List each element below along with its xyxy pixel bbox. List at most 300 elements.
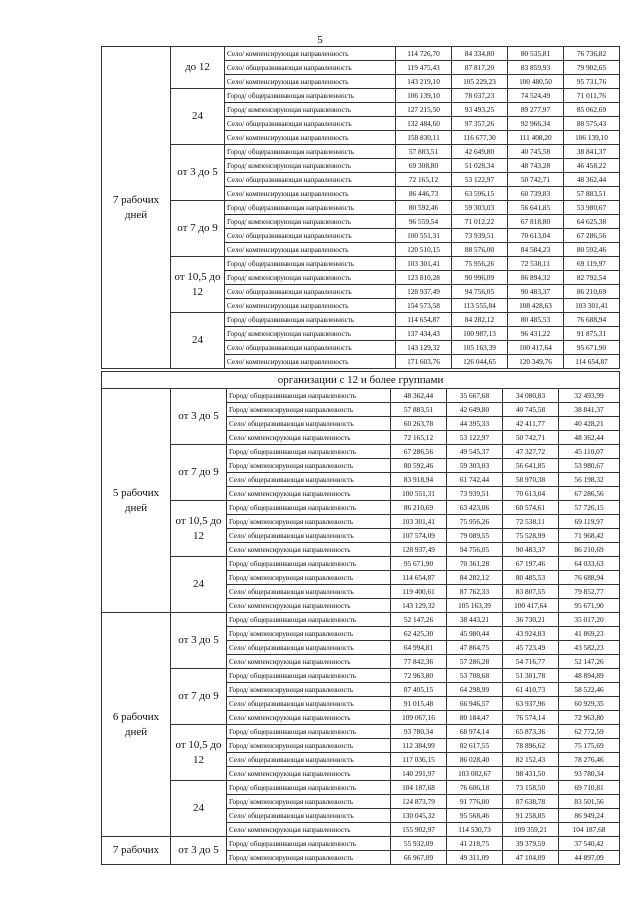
tariff-value: 61 410,73 — [503, 683, 559, 697]
tariff-value: 48 362,44 — [559, 431, 620, 445]
tariff-value: 56 641,85 — [508, 201, 564, 215]
tariff-value: 105 163,39 — [447, 599, 503, 613]
tariff-value: 107 574,09 — [391, 529, 447, 543]
tariff-value: 45 110,07 — [559, 445, 620, 459]
tariff-value: 83 807,55 — [503, 585, 559, 599]
category-label: Село/ компенсирующая направленность — [225, 187, 396, 201]
tariff-value: 90 483,37 — [503, 543, 559, 557]
tariff-value: 74 524,49 — [508, 89, 564, 103]
tariff-value: 57 286,28 — [447, 655, 503, 669]
tariff-value: 40 428,21 — [559, 417, 620, 431]
category-label: Город/ общеразвивающая направленность — [227, 389, 391, 403]
tariff-value: 87 817,20 — [452, 61, 508, 75]
table-row — [102, 781, 620, 795]
tariff-value: 62 772,59 — [559, 725, 620, 739]
category-label: Село/ общеразвивающая направленность — [225, 285, 396, 299]
tariff-value: 69 119,97 — [559, 515, 620, 529]
time-group-label: до 12 — [171, 47, 225, 89]
tariff-value: 78 276,46 — [559, 753, 620, 767]
tariff-table-top — [101, 46, 620, 369]
tariff-value: 35 667,68 — [447, 389, 503, 403]
tariff-value: 84 282,12 — [447, 571, 503, 585]
category-label: Город/ общеразвивающая направленность — [227, 669, 391, 683]
tariff-value: 42 649,80 — [452, 145, 508, 159]
tariff-value: 103 301,41 — [564, 299, 620, 313]
category-label: Город/ компенсирующая направленность — [227, 683, 391, 697]
tariff-value: 86 949,24 — [559, 809, 620, 823]
tariff-value: 100 417,64 — [503, 599, 559, 613]
tariff-value: 82 152,43 — [503, 753, 559, 767]
tariff-value: 70 613,04 — [508, 229, 564, 243]
tariff-value: 90 483,37 — [508, 285, 564, 299]
category-label: Село/ общеразвивающая направленность — [227, 697, 391, 711]
tariff-value: 114 726,70 — [396, 47, 452, 61]
tariff-value: 86 210,69 — [391, 501, 447, 515]
tariff-value: 103 301,41 — [396, 257, 452, 271]
table-row — [102, 445, 620, 459]
tariff-value: 38 443,21 — [447, 613, 503, 627]
tariff-value: 65 873,36 — [503, 725, 559, 739]
tariff-value: 57 883,51 — [396, 145, 452, 159]
tariff-value: 42 411,77 — [503, 417, 559, 431]
tariff-value: 103 082,67 — [447, 767, 503, 781]
tariff-value: 83 501,56 — [559, 795, 620, 809]
tariff-value: 171 603,76 — [396, 355, 452, 369]
tariff-value: 35 017,20 — [559, 613, 620, 627]
tariff-value: 45 980,44 — [447, 627, 503, 641]
category-label: Село/ компенсирующая направленность — [225, 131, 396, 145]
tariff-value: 55 932,09 — [391, 837, 447, 851]
tariff-value: 96 431,22 — [508, 327, 564, 341]
tariff-value: 72 165,12 — [396, 173, 452, 187]
tariff-value: 84 282,12 — [452, 313, 508, 327]
tariff-value: 84 584,23 — [508, 243, 564, 257]
tariff-value: 106 139,10 — [396, 89, 452, 103]
tariff-value: 100 551,31 — [391, 487, 447, 501]
tariff-value: 57 726,15 — [559, 501, 620, 515]
category-label: Город/ общеразвивающая направленность — [225, 257, 396, 271]
time-group-label: 24 — [171, 557, 227, 613]
tariff-value: 44 897,09 — [559, 851, 620, 865]
category-label: Село/ компенсирующая направленность — [227, 655, 391, 669]
tariff-value: 53 980,67 — [559, 459, 620, 473]
tariff-value: 106 139,10 — [564, 131, 620, 145]
time-group-label: 24 — [171, 781, 227, 837]
tariff-value: 140 291,97 — [391, 767, 447, 781]
table-row — [102, 837, 620, 851]
category-label: Город/ общеразвивающая направленность — [225, 145, 396, 159]
table-row — [102, 669, 620, 683]
time-group-label: от 7 до 9 — [171, 669, 227, 725]
tariff-value: 87 405,15 — [391, 683, 447, 697]
tariff-value: 70 361,28 — [447, 557, 503, 571]
category-label: Село/ общеразвивающая направленность — [225, 117, 396, 131]
tariff-value: 127 215,50 — [396, 103, 452, 117]
tariff-value: 70 613,04 — [503, 487, 559, 501]
tariff-value: 114 654,87 — [564, 355, 620, 369]
category-label: Село/ компенсирующая направленность — [225, 355, 396, 369]
tariff-value: 67 286,56 — [564, 229, 620, 243]
tariff-value: 83 918,94 — [391, 473, 447, 487]
tariff-value: 100 551,31 — [396, 229, 452, 243]
tariff-value: 130 045,32 — [391, 809, 447, 823]
tariff-value: 143 129,32 — [391, 599, 447, 613]
category-label: Село/ компенсирующая направленность — [227, 711, 391, 725]
tariff-value: 76 688,94 — [564, 313, 620, 327]
tariff-value: 69 119,97 — [564, 257, 620, 271]
tariff-value: 86 894,32 — [508, 271, 564, 285]
tariff-value: 109 359,21 — [503, 823, 559, 837]
tariff-value: 126 044,65 — [452, 355, 508, 369]
tariff-value: 76 574,14 — [503, 711, 559, 725]
category-label: Город/ компенсирующая направленность — [227, 795, 391, 809]
tariff-value: 80 184,47 — [447, 711, 503, 725]
category-label: Город/ компенсирующая направленность — [225, 271, 396, 285]
tariff-value: 64 994,81 — [391, 641, 447, 655]
tariff-value: 38 841,37 — [559, 403, 620, 417]
working-days-group: 7 рабочих — [102, 837, 171, 865]
tariff-value: 143 129,32 — [396, 341, 452, 355]
tariff-value: 45 723,49 — [503, 641, 559, 655]
tariff-value: 56 641,85 — [503, 459, 559, 473]
category-label: Город/ компенсирующая направленность — [225, 327, 396, 341]
tariff-value: 86 210,69 — [564, 285, 620, 299]
tariff-value: 84 334,80 — [452, 47, 508, 61]
tariff-value: 89 277,97 — [508, 103, 564, 117]
category-label: Город/ компенсирующая направленность — [227, 739, 391, 753]
tariff-value: 66 946,57 — [447, 697, 503, 711]
category-label: Село/ общеразвивающая направленность — [225, 61, 396, 75]
category-label: Село/ общеразвивающая направленность — [225, 229, 396, 243]
tariff-value: 40 745,58 — [503, 403, 559, 417]
tariff-value: 114 654,87 — [396, 313, 452, 327]
tariff-value: 123 810,28 — [396, 271, 452, 285]
tariff-value: 105 229,23 — [452, 75, 508, 89]
tariff-value: 54 716,77 — [503, 655, 559, 669]
category-label: Село/ компенсирующая направленность — [227, 431, 391, 445]
tariff-value: 143 219,10 — [396, 75, 452, 89]
tariff-value: 119 400,61 — [391, 585, 447, 599]
time-group-label: от 10,5 до 12 — [171, 257, 225, 313]
tariff-value: 120 349,76 — [508, 355, 564, 369]
tariff-value: 104 187,68 — [391, 781, 447, 795]
tariff-value: 137 434,43 — [396, 327, 452, 341]
tariff-value: 95 731,76 — [564, 75, 620, 89]
time-group-label: от 3 до 5 — [171, 613, 227, 669]
category-label: Город/ общеразвивающая направленность — [227, 557, 391, 571]
category-label: Город/ общеразвивающая направленность — [225, 201, 396, 215]
category-label: Село/ компенсирующая направленность — [227, 767, 391, 781]
tariff-value: 51 028,34 — [452, 159, 508, 173]
category-label: Село/ компенсирующая направленность — [225, 299, 396, 313]
category-label: Село/ общеразвивающая направленность — [225, 341, 396, 355]
tariff-value: 41 218,75 — [447, 837, 503, 851]
tariff-value: 91 875,31 — [564, 327, 620, 341]
category-label: Город/ компенсирующая направленность — [227, 459, 391, 473]
tariff-value: 53 980,67 — [564, 201, 620, 215]
tariff-value: 59 303,03 — [447, 459, 503, 473]
tariff-value: 47 104,09 — [503, 851, 559, 865]
tariff-value: 36 730,21 — [503, 613, 559, 627]
tariff-value: 69 308,80 — [396, 159, 452, 173]
tariff-value: 78 896,62 — [503, 739, 559, 753]
tariff-value: 95 671,90 — [391, 557, 447, 571]
tariff-value: 85 062,69 — [564, 103, 620, 117]
tariff-value: 48 362,44 — [564, 173, 620, 187]
category-label: Город/ общеразвивающая направленность — [227, 445, 391, 459]
table-row — [102, 725, 620, 739]
table-row — [102, 313, 620, 327]
category-label: Город/ общеразвивающая направленность — [227, 837, 391, 851]
tariff-value: 91 258,85 — [503, 809, 559, 823]
category-label: Город/ общеразвивающая направленность — [227, 725, 391, 739]
tariff-value: 73 939,51 — [452, 229, 508, 243]
tariff-value: 87 762,33 — [447, 585, 503, 599]
tariff-value: 32 493,99 — [559, 389, 620, 403]
tariff-value: 91 015,48 — [391, 697, 447, 711]
tariff-value: 48 743,28 — [508, 159, 564, 173]
time-group-label: от 3 до 5 — [171, 837, 227, 865]
tariff-value: 95 671,90 — [559, 599, 620, 613]
tariff-value: 109 067,16 — [391, 711, 447, 725]
tariff-value: 38 841,37 — [564, 145, 620, 159]
tariff-value: 76 688,94 — [559, 571, 620, 585]
tariff-value: 93 780,34 — [559, 767, 620, 781]
tariff-value: 40 745,58 — [508, 145, 564, 159]
category-label: Город/ общеразвивающая направленность — [225, 89, 396, 103]
tariff-value: 114 530,73 — [447, 823, 503, 837]
tariff-value: 64 625,38 — [564, 215, 620, 229]
tariff-value: 53 122,97 — [447, 431, 503, 445]
tariff-value: 39 379,59 — [503, 837, 559, 851]
tariff-value: 47 864,75 — [447, 641, 503, 655]
tariff-value: 94 756,05 — [452, 285, 508, 299]
category-label: Село/ общеразвивающая направленность — [227, 753, 391, 767]
tariff-value: 78 037,23 — [452, 89, 508, 103]
category-label: Село/ компенсирующая направленность — [225, 47, 396, 61]
tariff-value: 47 327,72 — [503, 445, 559, 459]
tariff-value: 83 859,93 — [508, 61, 564, 75]
tariff-value: 49 545,37 — [447, 445, 503, 459]
tariff-value: 128 937,49 — [396, 285, 452, 299]
tariff-value: 34 080,83 — [503, 389, 559, 403]
tariff-value: 86 028,40 — [447, 753, 503, 767]
tariff-value: 103 301,41 — [391, 515, 447, 529]
tariff-value: 88 575,43 — [564, 117, 620, 131]
tariff-value: 71 012,22 — [452, 215, 508, 229]
tariff-value: 57 883,51 — [391, 403, 447, 417]
tariff-value: 67 818,80 — [508, 215, 564, 229]
tariff-value: 53 122,97 — [452, 173, 508, 187]
category-label: Село/ компенсирующая направленность — [225, 75, 396, 89]
tariff-value: 79 089,55 — [447, 529, 503, 543]
tariff-value: 49 311,09 — [447, 851, 503, 865]
category-label: Село/ компенсирующая направленность — [227, 823, 391, 837]
tariff-value: 69 710,81 — [559, 781, 620, 795]
tariff-value: 80 592,46 — [396, 201, 452, 215]
table-row — [102, 89, 620, 103]
tariff-value: 60 739,83 — [508, 187, 564, 201]
category-label: Село/ общеразвивающая направленность — [225, 173, 396, 187]
tariff-value: 64 298,99 — [447, 683, 503, 697]
tariff-value: 104 187,68 — [559, 823, 620, 837]
tariff-value: 120 510,15 — [396, 243, 452, 257]
tariff-value: 52 147,26 — [559, 655, 620, 669]
tariff-value: 80 485,53 — [503, 571, 559, 585]
tariff-value: 48 362,44 — [391, 389, 447, 403]
category-label: Село/ компенсирующая направленность — [227, 487, 391, 501]
tariff-value: 48 894,89 — [559, 669, 620, 683]
category-label: Город/ компенсирующая направленность — [225, 103, 396, 117]
tariff-value: 64 033,63 — [559, 557, 620, 571]
table-row — [102, 257, 620, 271]
tariff-value: 76 606,18 — [447, 781, 503, 795]
tariff-value: 93 493,25 — [452, 103, 508, 117]
tariff-value: 79 852,77 — [559, 585, 620, 599]
time-group-label: от 10,5 до 12 — [171, 501, 227, 557]
tariff-value: 95 671,90 — [564, 341, 620, 355]
tariff-value: 44 395,33 — [447, 417, 503, 431]
tariff-value: 37 540,42 — [559, 837, 620, 851]
tariff-value: 71 011,76 — [564, 89, 620, 103]
tariff-value: 73 158,50 — [503, 781, 559, 795]
tariff-value: 87 638,78 — [503, 795, 559, 809]
tariff-value: 82 792,54 — [564, 271, 620, 285]
tariff-value: 76 736,82 — [564, 47, 620, 61]
tariff-value: 77 842,36 — [391, 655, 447, 669]
tariff-value: 119 475,43 — [396, 61, 452, 75]
tariff-value: 86 446,73 — [396, 187, 452, 201]
category-label: Село/ общеразвивающая направленность — [227, 641, 391, 655]
tariff-value: 58 970,38 — [503, 473, 559, 487]
tariff-value: 72 963,80 — [391, 669, 447, 683]
tariff-value: 108 428,63 — [508, 299, 564, 313]
table-row — [102, 145, 620, 159]
tariff-value: 158 830,11 — [396, 131, 452, 145]
tariff-value: 90 996,09 — [452, 271, 508, 285]
tariff-value: 73 939,51 — [447, 487, 503, 501]
tariff-value: 117 036,15 — [391, 753, 447, 767]
tariff-value: 100 987,13 — [452, 327, 508, 341]
category-label: Город/ общеразвивающая направленность — [227, 781, 391, 795]
tariff-value: 63 596,15 — [452, 187, 508, 201]
tariff-value: 42 649,80 — [447, 403, 503, 417]
tariff-value: 91 776,00 — [447, 795, 503, 809]
tariff-value: 93 780,34 — [391, 725, 447, 739]
tariff-value: 112 384,99 — [391, 739, 447, 753]
category-label: Село/ общеразвивающая направленность — [227, 809, 391, 823]
tariff-value: 43 582,23 — [559, 641, 620, 655]
tariff-value: 92 966,34 — [508, 117, 564, 131]
tariff-value: 114 654,87 — [391, 571, 447, 585]
tariff-value: 60 929,35 — [559, 697, 620, 711]
category-label: Село/ общеразвивающая направленность — [227, 473, 391, 487]
working-days-group: 5 рабочих дней — [102, 389, 171, 613]
category-label: Город/ компенсирующая направленность — [227, 571, 391, 585]
time-group-label: 24 — [171, 313, 225, 369]
category-label: Город/ компенсирующая направленность — [227, 851, 391, 865]
time-group-label: от 10,5 до 12 — [171, 725, 227, 781]
category-label: Село/ общеразвивающая направленность — [227, 529, 391, 543]
tariff-value: 59 303,03 — [452, 201, 508, 215]
tariff-value: 100 417,64 — [508, 341, 564, 355]
tariff-value: 116 677,30 — [452, 131, 508, 145]
section-header: организации с 12 и более группами — [102, 372, 620, 389]
time-group-label: от 3 до 5 — [171, 389, 227, 445]
table-row — [102, 201, 620, 215]
tariff-value: 67 286,56 — [559, 487, 620, 501]
tariff-value: 62 425,30 — [391, 627, 447, 641]
category-label: Город/ общеразвивающая направленность — [227, 613, 391, 627]
category-label: Село/ компенсирующая направленность — [225, 243, 396, 257]
section-header-row — [102, 372, 620, 389]
time-group-label: от 3 до 5 — [171, 145, 225, 201]
tariff-value: 41 869,23 — [559, 627, 620, 641]
tariff-value: 58 522,46 — [559, 683, 620, 697]
tariff-value: 100 480,50 — [508, 75, 564, 89]
tariff-value: 128 937,49 — [391, 543, 447, 557]
category-label: Село/ общеразвивающая направленность — [227, 585, 391, 599]
tariff-value: 86 210,69 — [559, 543, 620, 557]
tariff-value: 105 163,39 — [452, 341, 508, 355]
working-days-group: 7 рабочих дней — [102, 47, 171, 369]
tariff-value: 98 431,50 — [503, 767, 559, 781]
tariff-value: 72 165,12 — [391, 431, 447, 445]
tariff-value: 67 286,56 — [391, 445, 447, 459]
time-group-label: от 7 до 9 — [171, 445, 227, 501]
category-label: Село/ компенсирующая направленность — [227, 543, 391, 557]
table-row — [102, 557, 620, 571]
tariff-value: 79 902,65 — [564, 61, 620, 75]
category-label: Город/ общеразвивающая направленность — [225, 313, 396, 327]
table-row — [102, 47, 620, 61]
table-row — [102, 501, 620, 515]
tariff-value: 56 198,32 — [559, 473, 620, 487]
tariff-value: 75 956,26 — [447, 515, 503, 529]
tariff-value: 94 756,05 — [447, 543, 503, 557]
tariff-value: 66 967,09 — [391, 851, 447, 865]
category-label: Город/ компенсирующая направленность — [227, 627, 391, 641]
tariff-value: 53 708,68 — [447, 669, 503, 683]
category-label: Город/ компенсирующая направленность — [227, 515, 391, 529]
tariff-value: 50 742,71 — [508, 173, 564, 187]
tariff-value: 80 535,81 — [508, 47, 564, 61]
tariff-value: 97 357,26 — [452, 117, 508, 131]
category-label: Город/ компенсирующая направленность — [227, 403, 391, 417]
tariff-value: 75 528,99 — [503, 529, 559, 543]
tariff-value: 154 573,58 — [396, 299, 452, 313]
tariff-value: 61 742,44 — [447, 473, 503, 487]
tariff-value: 46 458,22 — [564, 159, 620, 173]
tariff-value: 67 197,46 — [503, 557, 559, 571]
working-days-group: 6 рабочих дней — [102, 613, 171, 837]
tariff-value: 113 555,84 — [452, 299, 508, 313]
category-label: Город/ общеразвивающая направленность — [227, 501, 391, 515]
tariff-value: 63 423,06 — [447, 501, 503, 515]
tariff-value: 111 408,20 — [508, 131, 564, 145]
tariff-value: 80 592,46 — [564, 243, 620, 257]
table-row — [102, 389, 620, 403]
tariff-value: 80 592,46 — [391, 459, 447, 473]
tariff-value: 82 617,55 — [447, 739, 503, 753]
tariff-value: 96 559,54 — [396, 215, 452, 229]
tariff-value: 75 175,69 — [559, 739, 620, 753]
tariff-value: 50 742,71 — [503, 431, 559, 445]
tariff-value: 71 968,42 — [559, 529, 620, 543]
tariff-value: 124 873,79 — [391, 795, 447, 809]
tariff-value: 52 147,26 — [391, 613, 447, 627]
tariff-value: 132 484,60 — [396, 117, 452, 131]
